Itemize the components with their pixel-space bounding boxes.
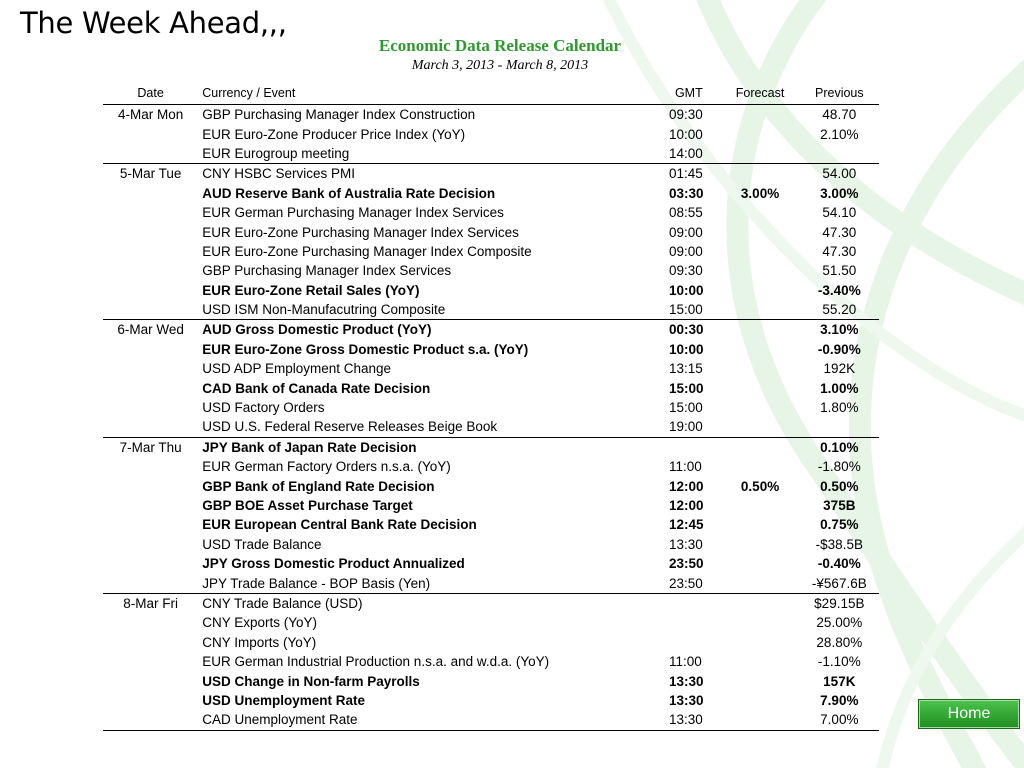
event-name-cell: GBP Bank of England Rate Decision: [202, 478, 435, 494]
table-row: [103, 144, 879, 164]
event-forecast-cell: [720, 515, 799, 534]
event-forecast-cell: [720, 613, 799, 632]
event-gmt-cell: 11:00: [668, 654, 702, 670]
day-date-cell: [103, 184, 198, 203]
calendar-body: [103, 105, 879, 731]
table-row: [103, 378, 879, 397]
table-row: [103, 222, 879, 241]
event-gmt-cell: 12:00: [668, 478, 704, 494]
event-previous-cell: 3.10%: [800, 320, 879, 340]
day-date-cell: 6-Mar Wed: [103, 320, 198, 340]
event-name-cell: USD ADP Employment Change: [202, 361, 392, 377]
event-forecast-cell: [720, 671, 799, 690]
event-forecast-cell: [720, 398, 799, 417]
event-gmt-cell: 10:00: [668, 282, 704, 298]
day-date-cell: [103, 652, 198, 671]
day-date-cell: [103, 300, 198, 320]
event-forecast-cell: [720, 437, 799, 457]
event-previous-cell: 47.30: [822, 224, 857, 240]
table-header-row: [103, 82, 879, 105]
day-date-cell: [103, 417, 198, 437]
event-name-cell: JPY Trade Balance - BOP Basis (Yen): [202, 575, 431, 591]
table-row: [103, 515, 879, 534]
table-row: [103, 671, 879, 690]
event-name-cell: GBP BOE Asset Purchase Target: [202, 498, 413, 513]
table-row: [103, 417, 879, 437]
day-date-cell: 4-Mar Mon: [103, 105, 198, 125]
event-gmt-cell: 15:00: [668, 302, 703, 318]
event-forecast-cell: [720, 300, 799, 320]
calendar-title: Economic Data Release Calendar: [378, 36, 622, 55]
day-date-cell: [103, 554, 198, 573]
event-forecast-cell: [720, 573, 799, 593]
column-header-previous: Previous: [800, 82, 879, 105]
table-row: [103, 652, 879, 671]
event-gmt-cell: 12:45: [668, 517, 704, 533]
day-date-cell: [103, 691, 198, 710]
event-previous-cell: 51.50: [822, 263, 857, 279]
table-row: [103, 691, 879, 710]
event-name-cell: EUR Euro-Zone Purchasing Manager Index Composite: [202, 243, 532, 259]
event-gmt-cell: [669, 613, 721, 632]
event-name-cell: EUR German Purchasing Manager Index Services: [202, 205, 504, 221]
event-previous-cell: 157K: [823, 673, 856, 689]
event-name-cell: EUR Euro-Zone Producer Price Index (YoY): [202, 126, 466, 142]
day-date-cell: [103, 613, 198, 632]
event-forecast-cell: [720, 593, 799, 613]
event-gmt-cell: 14:00: [668, 145, 703, 161]
event-forecast-cell: [720, 124, 799, 143]
event-gmt-cell: 09:00: [668, 243, 703, 259]
event-previous-cell: 1.00%: [820, 380, 859, 396]
day-date-cell: 8-Mar Fri: [103, 593, 198, 613]
event-name-cell: CNY Imports (YoY): [202, 634, 317, 650]
event-gmt-cell: 01:45: [669, 164, 721, 184]
day-date-cell: [103, 515, 198, 534]
event-previous-cell: 3.00%: [820, 185, 859, 201]
event-forecast-cell: [720, 417, 799, 437]
table-row: [103, 359, 879, 378]
event-gmt-cell: 09:30: [669, 105, 721, 125]
table-row: [103, 184, 879, 203]
event-gmt-cell: [669, 437, 721, 457]
event-forecast-cell: [720, 554, 799, 573]
event-name-cell: EUR Euro-Zone Purchasing Manager Index Services: [202, 224, 519, 240]
event-name-cell: USD Change in Non-farm Payrolls: [202, 673, 420, 689]
event-name-cell: EUR German Industrial Production n.s.a. and w.d.a. (YoY): [202, 654, 550, 670]
event-forecast-cell: 0.50%: [740, 478, 780, 494]
event-previous-cell: 54.00: [800, 164, 879, 184]
day-date-cell: [103, 378, 198, 397]
economic-calendar-table: [103, 82, 879, 731]
column-header-gmt: GMT: [669, 82, 721, 105]
event-gmt-cell: 08:55: [668, 205, 703, 221]
event-previous-cell: 48.70: [800, 105, 879, 125]
table-row: [103, 300, 879, 320]
slide-title: The Week Ahead,,,: [20, 6, 287, 40]
table-row: [103, 124, 879, 143]
event-forecast-cell: [720, 222, 799, 241]
event-forecast-cell: [720, 203, 799, 222]
event-forecast-cell: [720, 105, 799, 125]
event-previous-cell: $29.15B: [800, 593, 879, 613]
day-date-cell: [103, 496, 198, 515]
table-row: [103, 242, 879, 261]
event-previous-cell: 7.90%: [820, 692, 859, 708]
event-forecast-cell: [720, 359, 799, 378]
event-forecast-cell: [720, 710, 799, 730]
event-previous-cell: [800, 417, 879, 437]
event-gmt-cell: 19:00: [668, 419, 703, 435]
event-gmt-cell: 13:30: [668, 692, 704, 708]
day-date-cell: [103, 242, 198, 261]
event-gmt-cell: 10:00: [668, 341, 704, 357]
column-header-date: Date: [103, 82, 198, 105]
day-date-cell: [103, 710, 198, 730]
event-name-cell: USD ISM Non-Manufacutring Composite: [202, 302, 446, 318]
event-previous-cell: 1.80%: [820, 400, 859, 416]
event-name-cell: JPY Bank of Japan Rate Decision: [198, 437, 669, 457]
event-name-cell: CAD Bank of Canada Rate Decision: [202, 380, 431, 396]
event-name-cell: USD Trade Balance: [202, 536, 322, 552]
day-date-cell: [103, 671, 198, 690]
event-name-cell: JPY Gross Domestic Product Annualized: [202, 556, 465, 572]
day-date-cell: [103, 144, 198, 164]
day-date-cell: [103, 398, 198, 417]
event-gmt-cell: 13:30: [669, 710, 721, 730]
event-previous-cell: 25.00%: [816, 615, 863, 631]
day-date-cell: 7-Mar Thu: [103, 437, 198, 457]
event-previous-cell: 2.10%: [820, 126, 859, 142]
day-date-cell: [103, 281, 198, 300]
day-date-cell: 5-Mar Tue: [103, 164, 198, 184]
table-row: [103, 535, 879, 554]
event-previous-cell: 47.30: [822, 243, 857, 259]
table-row: [103, 613, 879, 632]
event-gmt-cell: 09:00: [668, 224, 703, 240]
event-name-cell: EUR Euro-Zone Retail Sales (YoY): [202, 282, 420, 298]
event-previous-cell: 54.10: [822, 205, 857, 221]
day-date-cell: [103, 457, 198, 476]
event-gmt-cell: 13:30: [668, 536, 703, 552]
event-previous-cell: 28.80%: [816, 634, 863, 650]
table-row: [103, 457, 879, 476]
table-row: [103, 340, 879, 359]
event-gmt-cell: [669, 593, 721, 613]
event-forecast-cell: [720, 340, 799, 359]
event-gmt-cell: 09:30: [668, 263, 703, 279]
day-date-cell: [103, 261, 198, 280]
event-gmt-cell: 15:00: [668, 400, 703, 416]
day-date-cell: [103, 124, 198, 143]
event-gmt-cell: 11:00: [668, 459, 702, 475]
event-name-cell: CNY HSBC Services PMI: [198, 164, 669, 184]
day-date-cell: [103, 203, 198, 222]
event-name-cell: USD Unemployment Rate: [202, 692, 365, 708]
event-previous-cell: 7.00%: [800, 710, 879, 730]
day-date-cell: [103, 476, 198, 495]
event-previous-cell: -3.40%: [817, 282, 861, 298]
event-name-cell: USD Factory Orders: [202, 400, 325, 416]
column-header-event: Currency / Event: [198, 82, 669, 105]
event-gmt-cell: 03:30: [668, 185, 704, 201]
column-header-forecast: Forecast: [720, 82, 799, 105]
event-forecast-cell: [720, 378, 799, 397]
event-name-cell: EUR European Central Bank Rate Decision: [202, 517, 477, 533]
event-name-cell: CNY Trade Balance (USD): [198, 593, 669, 613]
day-date-cell: [103, 222, 198, 241]
event-forecast-cell: [720, 496, 799, 515]
event-forecast-cell: [720, 457, 799, 476]
event-forecast-cell: 3.00%: [740, 185, 780, 201]
event-forecast-cell: [720, 261, 799, 280]
table-row: [103, 261, 879, 280]
event-name-cell: USD U.S. Federal Reserve Releases Beige Book: [202, 419, 498, 435]
event-previous-cell: -1.10%: [817, 654, 861, 670]
event-previous-cell: 192K: [823, 361, 856, 377]
event-previous-cell: 55.20: [822, 302, 857, 318]
calendar-date-range: March 3, 2013 - March 8, 2013: [411, 58, 589, 73]
event-name-cell: AUD Reserve Bank of Australia Rate Decision: [202, 185, 496, 201]
event-previous-cell: 0.75%: [820, 517, 859, 533]
event-previous-cell: 375B: [823, 498, 856, 513]
event-previous-cell: -1.80%: [817, 459, 861, 475]
event-name-cell: EUR Euro-Zone Gross Domestic Product s.a. (YoY): [202, 341, 529, 357]
day-date-cell: [103, 573, 198, 593]
event-previous-cell: -0.40%: [817, 556, 861, 572]
table-row: [103, 281, 879, 300]
event-name-cell: GBP Purchasing Manager Index Construction: [198, 105, 669, 125]
event-gmt-cell: 23:50: [668, 575, 703, 591]
event-gmt-cell: 10:00: [668, 126, 703, 142]
event-forecast-cell: [720, 633, 799, 652]
table-row: [103, 320, 879, 340]
table-row: [103, 476, 879, 495]
event-previous-cell: -$38.5B: [815, 536, 863, 552]
event-gmt-cell: 23:50: [668, 556, 704, 572]
day-date-cell: [103, 340, 198, 359]
table-row: [103, 203, 879, 222]
day-date-cell: [103, 633, 198, 652]
event-name-cell: GBP Purchasing Manager Index Services: [202, 263, 452, 279]
event-gmt-cell: 12:00: [668, 498, 704, 513]
event-previous-cell: [800, 144, 879, 164]
event-previous-cell: 0.50%: [820, 478, 859, 494]
event-gmt-cell: [669, 633, 721, 652]
event-previous-cell: -0.90%: [817, 341, 861, 357]
event-forecast-cell: [720, 691, 799, 710]
event-name-cell: CNY Exports (YoY): [202, 615, 318, 631]
table-row: [103, 398, 879, 417]
event-name-cell: AUD Gross Domestic Product (YoY): [198, 320, 669, 340]
event-name-cell: CAD Unemployment Rate: [198, 710, 669, 730]
event-forecast-cell: [720, 652, 799, 671]
event-previous-cell: -¥567.6B: [811, 575, 867, 591]
event-forecast-cell: [720, 242, 799, 261]
event-name-cell: EUR Eurogroup meeting: [202, 145, 350, 161]
event-forecast-cell: [720, 144, 799, 164]
event-gmt-cell: 13:15: [668, 361, 703, 377]
table-row: [103, 633, 879, 652]
table-row: [103, 710, 879, 730]
event-name-cell: EUR German Factory Orders n.s.a. (YoY): [202, 459, 451, 475]
day-date-cell: [103, 535, 198, 554]
event-forecast-cell: [720, 535, 799, 554]
table-row: [103, 496, 879, 515]
day-date-cell: [103, 359, 198, 378]
event-forecast-cell: [720, 164, 799, 184]
event-gmt-cell: 15:00: [668, 380, 704, 396]
table-row: [103, 437, 879, 457]
event-previous-cell: 0.10%: [800, 437, 879, 457]
table-row: [103, 573, 879, 593]
table-row: [103, 593, 879, 613]
event-forecast-cell: [720, 281, 799, 300]
event-gmt-cell: 13:30: [668, 673, 704, 689]
table-row: [103, 554, 879, 573]
event-gmt-cell: 00:30: [669, 320, 721, 340]
event-forecast-cell: [720, 320, 799, 340]
table-row: [103, 105, 879, 125]
table-row: [103, 164, 879, 184]
home-button[interactable]: Home: [919, 700, 1019, 728]
